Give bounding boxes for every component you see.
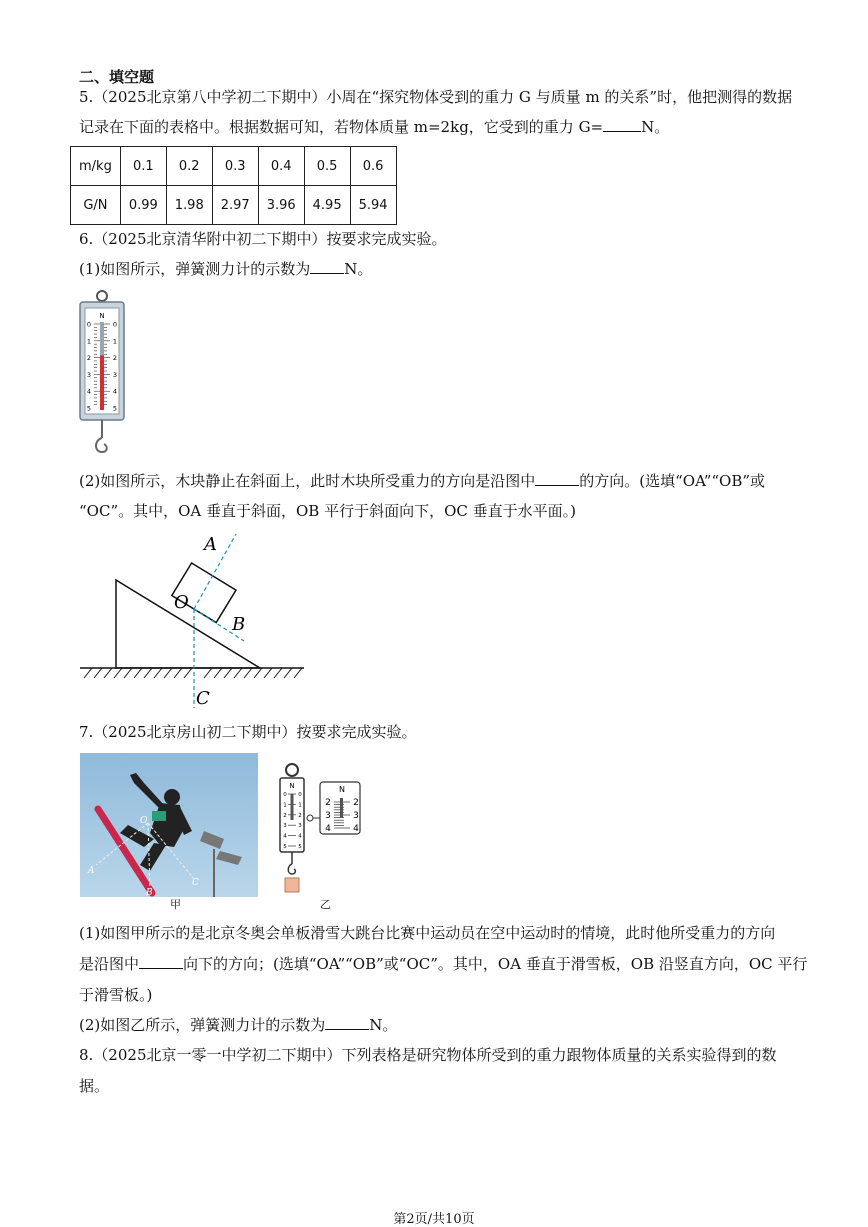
tick-label: 0 [86, 320, 92, 329]
weight-block [285, 878, 299, 892]
q6-incline-diagram [78, 528, 308, 710]
tick-label: 2 [112, 354, 118, 363]
q8-line1: 8.（2025北京一零一中学初二下期中）下列表格是研究物体所受到的重力跟物体质量的关系实验得到的数 [79, 1046, 777, 1064]
q5-answer-blank[interactable] [603, 117, 641, 132]
tick-label: 3 [112, 370, 118, 379]
table-cell: 0.2 [166, 147, 212, 186]
table-cell: 2.97 [212, 186, 258, 225]
scale-unit: N [289, 782, 295, 790]
q6-part2-line2: “OC”。其中，OA 垂直于斜面，OB 平行于斜面向下，OC 垂直于水平面。) [79, 502, 576, 520]
label-c: C [196, 688, 210, 709]
q5-line2 [79, 116, 669, 138]
section-title: 二、填空题 [79, 68, 155, 86]
zoom-tick-label: 2 [353, 798, 359, 808]
scale-indicator [100, 355, 104, 410]
q7-part1-line1: (1)如图甲所示的是北京冬奥会单板滑雪大跳台比赛中运动员在空中运动时的情境，此时他所受重力的方向 [79, 924, 776, 942]
hook-icon [96, 438, 107, 452]
q7-part1-blank[interactable] [139, 954, 183, 969]
tick-label: 0 [112, 320, 118, 329]
q7-part2-blank[interactable] [325, 1015, 369, 1030]
tick-label: 5 [86, 404, 92, 413]
tick-label: 5 [298, 844, 302, 850]
q6-part2-options: 的方向。(选填“OA”“OB”或 [579, 472, 766, 490]
table-cell: G/N [71, 186, 121, 225]
tick-label: 0 [298, 792, 302, 798]
q7-snowboard-photo [80, 753, 258, 897]
label-b: B [232, 614, 246, 635]
tick-label: 4 [283, 833, 287, 840]
label-a: A [88, 866, 95, 876]
tick-label: 4 [298, 833, 302, 840]
q7-part2-text: (2)如图乙所示，弹簧测力计的示数为 [79, 1016, 326, 1034]
scale-indicator [291, 794, 294, 820]
scale-unit: N [99, 312, 105, 320]
table-row [71, 147, 397, 186]
tick-label: 3 [283, 823, 287, 830]
label-o: O [174, 592, 189, 613]
hook-icon [288, 864, 295, 874]
q7-part1-options: 向下的方向；(选填“OA”“OB”或“OC”。其中，OA 垂直于滑雪板，OB 沿竖直方向，OC 平行 [183, 955, 808, 973]
zoom-tick-label: 3 [353, 811, 359, 821]
q6-part1-text: (1)如图所示，弹簧测力计的示数为 [79, 260, 311, 278]
q6-part2-line1 [79, 470, 765, 492]
table-cell: 4.95 [304, 186, 350, 225]
q7-part1-text: 是沿图中 [79, 955, 140, 973]
q6-part2-text: (2)如图所示，木块静止在斜面上，此时木块所受重力的方向是沿图中 [79, 472, 536, 490]
table-row [71, 186, 397, 225]
q5-line2-text: 记录在下面的表格中。根据数据可知，若物体质量 m=2kg，它受到的重力 G= [79, 118, 604, 136]
tick-label: 2 [283, 812, 287, 819]
q7-spring-scale-figure [276, 760, 366, 900]
tick-label: 3 [298, 823, 302, 830]
tick-label: 4 [86, 387, 92, 396]
label-b: B [146, 888, 153, 898]
tick-label: 1 [86, 337, 92, 346]
tick-label: 1 [112, 337, 118, 346]
table-cell: 3.96 [258, 186, 304, 225]
q7-part1-line2 [79, 953, 807, 975]
zoom-tick-label: 2 [325, 798, 331, 808]
tick-label: 1 [298, 802, 302, 809]
q5-line1: 5.（2025北京第八中学初二下期中）小周在“探究物体受到的重力 G 与质量 m 的关系”时，他把测得的数据 [79, 88, 793, 106]
q6-part2-blank[interactable] [535, 471, 579, 486]
tick-label: 4 [112, 387, 118, 396]
q5-data-table [70, 146, 397, 225]
q6-title: 6.（2025北京清华附中初二下期中）按要求完成实验。 [79, 230, 447, 248]
q7-part1-line3: 于滑雪板。) [79, 986, 153, 1004]
table-cell: 0.1 [120, 147, 166, 186]
ring-icon [286, 764, 298, 776]
page-footer: 第2页/共10页 [393, 1212, 475, 1227]
zoom-tick-label: 4 [353, 824, 359, 834]
q7-title: 7.（2025北京房山初二下期中）按要求完成实验。 [79, 723, 417, 741]
tick-label: 2 [298, 812, 302, 819]
q5-line2-unit: N。 [641, 118, 670, 136]
q6-part1-blank[interactable] [310, 259, 344, 274]
label-o: O [140, 816, 148, 826]
tick-label: 0 [283, 792, 287, 798]
ground-hatching [84, 668, 302, 678]
zoom-tick-label: 3 [325, 811, 331, 821]
ring-icon [97, 291, 107, 301]
caption-jia: 甲 [170, 898, 181, 911]
zoom-unit: N [339, 785, 345, 794]
tick-label: 1 [283, 802, 287, 809]
table-cell: 0.99 [120, 186, 166, 225]
caption-yi: 乙 [320, 898, 331, 911]
q7-part2-unit: N。 [369, 1016, 398, 1034]
table-cell: 0.4 [258, 147, 304, 186]
q6-part1 [79, 258, 372, 280]
table-cell: 1.98 [166, 186, 212, 225]
table-cell: 5.94 [350, 186, 396, 225]
zoom-tick-label: 4 [325, 824, 331, 834]
q7-part2 [79, 1014, 397, 1036]
table-cell: 0.5 [304, 147, 350, 186]
table-cell: m/kg [71, 147, 121, 186]
table-cell: 0.3 [212, 147, 258, 186]
label-a: A [204, 534, 217, 555]
label-c: C [192, 878, 199, 888]
tick-label: 3 [86, 370, 92, 379]
tick-label: 5 [283, 844, 287, 850]
zoom-indicator [340, 798, 343, 818]
q6-spring-scale-figure [74, 288, 130, 464]
zoom-marker [307, 815, 313, 821]
tick-label: 2 [86, 354, 92, 363]
q8-line2: 据。 [79, 1077, 110, 1095]
table-cell: 0.6 [350, 147, 396, 186]
q6-part1-unit: N。 [344, 260, 373, 278]
tick-label: 5 [112, 404, 118, 413]
